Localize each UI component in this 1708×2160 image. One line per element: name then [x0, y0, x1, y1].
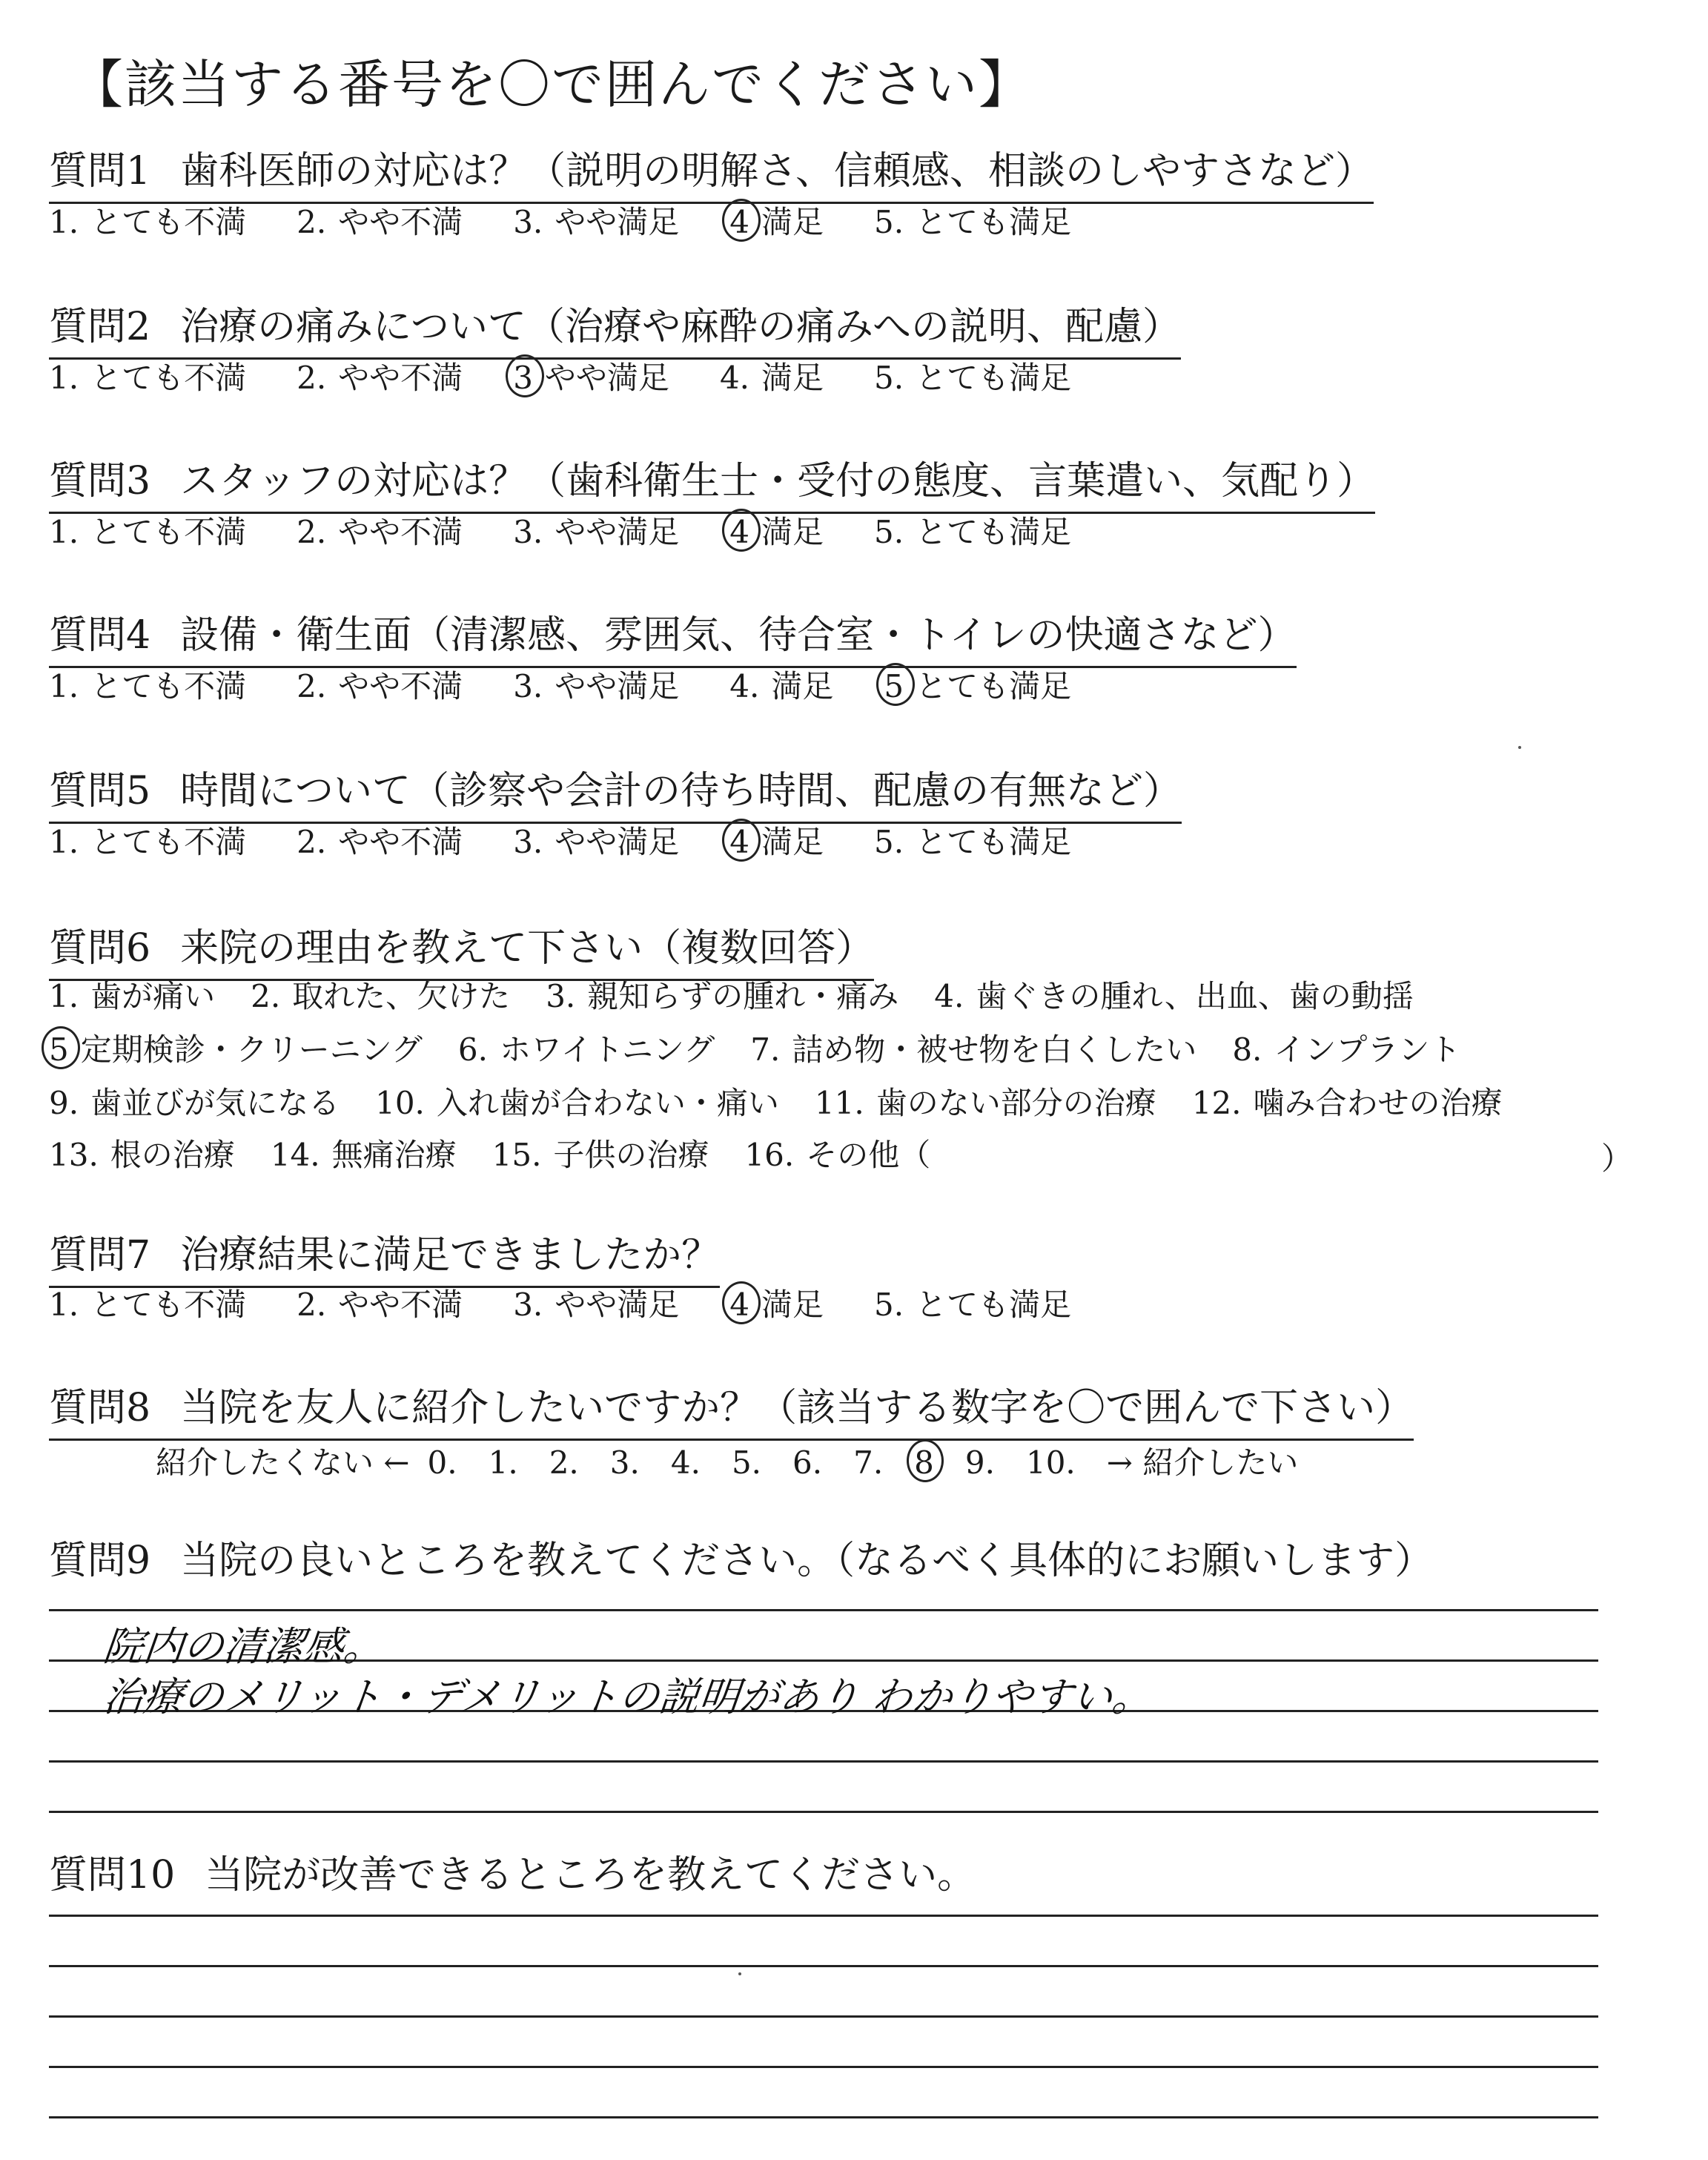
q7-option-1 [49, 1284, 246, 1326]
q6-reason-number: 9. [49, 1085, 79, 1121]
q1-option-number: 1. [49, 204, 79, 240]
q6-reason-2 [251, 976, 510, 1017]
q6-reason-number: 11. [814, 1085, 864, 1121]
q9-rule [49, 1811, 1598, 1813]
q5-option-number: 5. [874, 824, 904, 860]
q1-number: 質問1 [49, 149, 151, 194]
q3-option-3 [513, 512, 679, 553]
q2-text: 治療の痛みについて（治療や麻酔の痛みへの説明、配慮） [180, 305, 1182, 349]
q8-tick-4: 4. [670, 1444, 701, 1481]
q6-reason-row [49, 1029, 1496, 1071]
q6-reason-label: 詰め物・被せ物を白くしたい [792, 1031, 1197, 1068]
q7-option-number: 3. [513, 1287, 543, 1323]
q6-reason-number: 15. [491, 1137, 542, 1173]
q5-option-number: 2. [297, 824, 327, 860]
q4-option-5 [884, 666, 1071, 707]
q8-title [49, 1385, 1414, 1441]
q4-option-2 [297, 666, 463, 707]
q3-title [49, 458, 1375, 514]
q2-option-4 [720, 357, 824, 399]
q3-option-number: 3. [513, 514, 543, 550]
q10-rule [49, 1965, 1598, 1967]
q8-tick-1: 1. [488, 1444, 518, 1481]
q6-reason-number: 16. [744, 1137, 795, 1173]
q8-ticks [428, 1444, 1107, 1481]
q4-option-label: とても満足 [916, 668, 1072, 704]
q8-tick-9: 9. [964, 1444, 995, 1481]
q3-number: 質問3 [49, 459, 151, 503]
q6-reason-label: 歯ぐきの腫れ、出血、歯の動揺 [976, 978, 1414, 1014]
q6-reason-number: 1. [49, 978, 79, 1014]
q6-reason-label: その他（ [806, 1137, 931, 1173]
q6-reason-label: 噛み合わせの治療 [1253, 1085, 1503, 1121]
q3-option-1 [49, 512, 246, 553]
q4-option-3 [513, 666, 679, 707]
q6-reason-row [49, 1083, 1538, 1124]
q6-title [49, 925, 874, 981]
q1-option-label: やや不満 [338, 204, 463, 240]
q6-reason-number: 4. [934, 978, 964, 1014]
q6-reason-6 [458, 1029, 715, 1071]
q2-title [49, 304, 1181, 360]
q5-option-2 [297, 822, 463, 863]
q2-options [49, 357, 1122, 399]
q2-option-number: 1. [49, 360, 79, 396]
q6-reason-number: 12. [1191, 1085, 1242, 1121]
q4-option-1 [49, 666, 246, 707]
q1-option-number: 4 [729, 202, 749, 243]
q7-option-number: 5. [874, 1287, 904, 1323]
q6-reason-number: 13. [49, 1137, 99, 1173]
q6-number: 質問6 [49, 926, 151, 971]
q4-option-label: やや満足 [555, 668, 680, 704]
q6-reason-label: 親知らずの腫れ・痛み [587, 978, 899, 1014]
q6-reason-label: 歯並びが気になる [90, 1085, 340, 1121]
q2-option-3 [513, 357, 669, 399]
q7-option-label: やや満足 [555, 1287, 680, 1323]
q6-reason-11 [815, 1083, 1156, 1124]
q4-text: 設備・衛生面（清潔感、雰囲気、待合室・トイレの快適さなど） [180, 613, 1297, 658]
q6-reason-label: 入れ歯が合わない・痛い [436, 1085, 779, 1121]
q8-tick-3: 3. [609, 1444, 640, 1481]
q10-title [49, 1852, 976, 1906]
q8-tick-7: 7. [853, 1444, 884, 1481]
q1-option-label: とても満足 [916, 204, 1072, 240]
q10-number: 質問10 [49, 1853, 176, 1898]
q7-option-5 [874, 1284, 1071, 1326]
q4-option-number: 4. [729, 668, 760, 704]
q6-reason-number: 8. [1232, 1031, 1262, 1068]
q7-option-4 [729, 1284, 824, 1326]
q2-option-number: 4. [719, 360, 750, 396]
q6-reason-8 [1232, 1029, 1460, 1071]
q7-option-2 [297, 1284, 463, 1326]
q2-option-label: やや満足 [544, 360, 669, 396]
q7-number: 質問7 [49, 1233, 151, 1278]
q1-option-2 [297, 202, 463, 243]
q5-option-label: 満足 [761, 824, 824, 860]
q1-option-3 [513, 202, 679, 243]
q3-option-2 [297, 512, 463, 553]
q5-option-label: やや満足 [555, 824, 680, 860]
q3-option-label: やや不満 [338, 514, 463, 550]
page-title: 【該当する番号を〇で囲んでください】 [71, 54, 1032, 115]
q6-reason-label: 子供の治療 [553, 1137, 709, 1173]
q7-option-3 [513, 1284, 679, 1326]
q3-option-4 [729, 512, 824, 553]
q6-reason-10 [375, 1083, 779, 1124]
q1-option-label: やや満足 [555, 204, 680, 240]
q6-reason-9 [49, 1083, 340, 1124]
q10-rule [49, 2015, 1598, 2018]
q2-number: 質問2 [49, 305, 151, 349]
q4-options [49, 666, 1122, 707]
q6-reason-3 [546, 976, 898, 1017]
q8-scale [156, 1442, 1316, 1484]
q6-reason-label: 取れた、欠けた [292, 978, 511, 1014]
q6-reason-13 [49, 1135, 235, 1176]
q3-option-5 [874, 512, 1071, 553]
q2-option-number: 2. [297, 360, 327, 396]
q3-option-label: やや満足 [555, 514, 680, 550]
q6-reason-number: 2. [251, 978, 281, 1014]
q4-option-number: 1. [49, 668, 79, 704]
q1-text: 歯科医師の対応は？（説明の明解さ、信頼感、相談のしやすさなど） [180, 149, 1374, 194]
q5-option-4 [729, 822, 824, 863]
q5-title [49, 768, 1182, 824]
q6-reason-label: 定期検診・クリーニング [80, 1031, 423, 1068]
q8-text: 当院を友人に紹介したいですか？（該当する数字を〇で囲んで下さい） [180, 1386, 1414, 1430]
q7-title [49, 1232, 720, 1288]
q3-options [49, 512, 1122, 553]
q7-option-label: 満足 [761, 1287, 824, 1323]
q8-tick-8: 8 [914, 1442, 934, 1484]
q2-option-label: とても満足 [916, 360, 1072, 396]
q4-option-4 [729, 666, 833, 707]
q5-option-5 [874, 822, 1071, 863]
q10-rule [49, 2116, 1598, 2118]
q6-reason-number: 10. [375, 1085, 425, 1121]
q1-options [49, 202, 1122, 243]
q4-option-number: 2. [297, 668, 327, 704]
q5-option-1 [49, 822, 246, 863]
q5-option-number: 4 [729, 822, 749, 863]
q2-option-2 [297, 357, 463, 399]
q9-text: 当院の良いところを教えてください。（なるべく具体的にお願いします） [180, 1539, 1434, 1583]
q10-rule [49, 2066, 1598, 2068]
q5-option-number: 1. [49, 824, 79, 860]
q8-left-label: 紹介したくない ← [156, 1444, 410, 1481]
q7-option-label: やや不満 [338, 1287, 463, 1323]
q6-reason-5 [49, 1029, 423, 1071]
q3-option-number: 4 [729, 512, 749, 553]
q6-reason-15 [492, 1135, 709, 1176]
q9-rule [49, 1760, 1598, 1763]
q7-options [49, 1284, 1122, 1326]
q1-title [49, 148, 1374, 204]
q1-option-label: とても不満 [90, 204, 247, 240]
q10-text: 当院が改善できるところを教えてください。 [205, 1853, 976, 1898]
q8-right-label: → 紹介したい [1106, 1444, 1299, 1481]
q6-reason-number: 5 [49, 1029, 69, 1071]
q4-option-label: 満足 [771, 668, 834, 704]
q6-other-close: ） [1601, 1140, 1633, 1177]
q5-options [49, 822, 1122, 863]
q6-reason-number: 14. [270, 1137, 320, 1173]
q8-tick-10: 10. [1025, 1444, 1076, 1481]
q6-reason-1 [49, 976, 215, 1017]
q4-number: 質問4 [49, 613, 151, 658]
q9-rule [49, 1609, 1598, 1611]
q6-reason-14 [271, 1135, 457, 1176]
q4-option-number: 5 [884, 666, 904, 707]
q10-rule [49, 1915, 1598, 1917]
q4-title [49, 612, 1297, 668]
q1-option-5 [874, 202, 1071, 243]
q8-tick-6: 6. [792, 1444, 823, 1481]
q6-text: 来院の理由を教えて下さい（複数回答） [180, 926, 875, 971]
q3-text: スタッフの対応は？（歯科衛生士・受付の態度、言葉遣い、気配り） [180, 459, 1376, 503]
q1-option-label: 満足 [761, 204, 824, 240]
q8-tick-2: 2. [549, 1444, 579, 1481]
q5-option-label: やや不満 [338, 824, 463, 860]
q6-reason-label: インプラント [1274, 1031, 1461, 1068]
q3-option-label: 満足 [761, 514, 824, 550]
q2-option-5 [874, 357, 1071, 399]
q3-option-number: 5. [874, 514, 904, 550]
q6-reason-7 [750, 1029, 1196, 1071]
q3-option-label: とても満足 [916, 514, 1072, 550]
q6-reason-number: 3. [546, 978, 576, 1014]
q2-option-label: 満足 [761, 360, 824, 396]
q2-option-number: 3 [513, 357, 533, 399]
q9-title [49, 1538, 1433, 1591]
q1-option-number: 3. [513, 204, 543, 240]
q2-option-number: 5. [874, 360, 904, 396]
q7-option-number: 4 [729, 1284, 749, 1326]
q6-reason-label: 無痛治療 [331, 1137, 457, 1173]
q6-reason-4 [934, 976, 1414, 1017]
q8-tick-0: 0. [427, 1444, 457, 1481]
scan-speck [738, 1972, 741, 1975]
q9-handwritten-line-1: 院内の清潔感。 [101, 1623, 386, 1670]
q3-option-label: とても不満 [90, 514, 247, 550]
scan-speck [1518, 746, 1521, 749]
q5-option-label: とても満足 [916, 824, 1072, 860]
q2-option-1 [49, 357, 246, 399]
q6-reason-label: 歯が痛い [90, 978, 216, 1014]
q6-reason-number: 6. [457, 1031, 488, 1068]
q3-option-number: 1. [49, 514, 79, 550]
q5-option-3 [513, 822, 679, 863]
q4-option-number: 3. [513, 668, 543, 704]
q8-number: 質問8 [49, 1386, 151, 1430]
q3-option-number: 2. [297, 514, 327, 550]
q7-option-label: とても満足 [916, 1287, 1072, 1323]
q7-option-label: とても不満 [90, 1287, 247, 1323]
q9-handwritten-line-2: 治療のメリット・デメリットの説明があり わかりやすい。 [101, 1674, 1155, 1720]
q6-reason-row [49, 976, 1449, 1017]
q5-option-label: とても不満 [90, 824, 247, 860]
q1-option-number: 5. [874, 204, 904, 240]
q1-option-4 [729, 202, 824, 243]
q6-reason-label: 歯のない部分の治療 [875, 1085, 1156, 1121]
q9-number: 質問9 [49, 1539, 151, 1583]
q7-option-number: 2. [297, 1287, 327, 1323]
q6-reason-number: 7. [750, 1031, 781, 1068]
q5-number: 質問5 [49, 769, 151, 813]
q2-option-label: やや不満 [338, 360, 463, 396]
q6-reason-row [49, 1135, 966, 1176]
q5-option-number: 3. [513, 824, 543, 860]
q4-option-label: とても不満 [90, 668, 247, 704]
q8-tick-5: 5. [731, 1444, 762, 1481]
q2-option-label: とても不満 [90, 360, 247, 396]
q6-reason-label: 根の治療 [110, 1137, 235, 1173]
q6-reason-label: ホワイトニング [499, 1031, 715, 1068]
q1-option-number: 2. [297, 204, 327, 240]
q5-text: 時間について（診察や会計の待ち時間、配慮の有無など） [180, 769, 1182, 813]
q7-text: 治療結果に満足できましたか？ [180, 1233, 721, 1278]
q6-reason-12 [1192, 1083, 1503, 1124]
q7-option-number: 1. [49, 1287, 79, 1323]
q1-option-1 [49, 202, 246, 243]
q6-reason-16 [744, 1135, 930, 1176]
q4-option-label: やや不満 [338, 668, 463, 704]
